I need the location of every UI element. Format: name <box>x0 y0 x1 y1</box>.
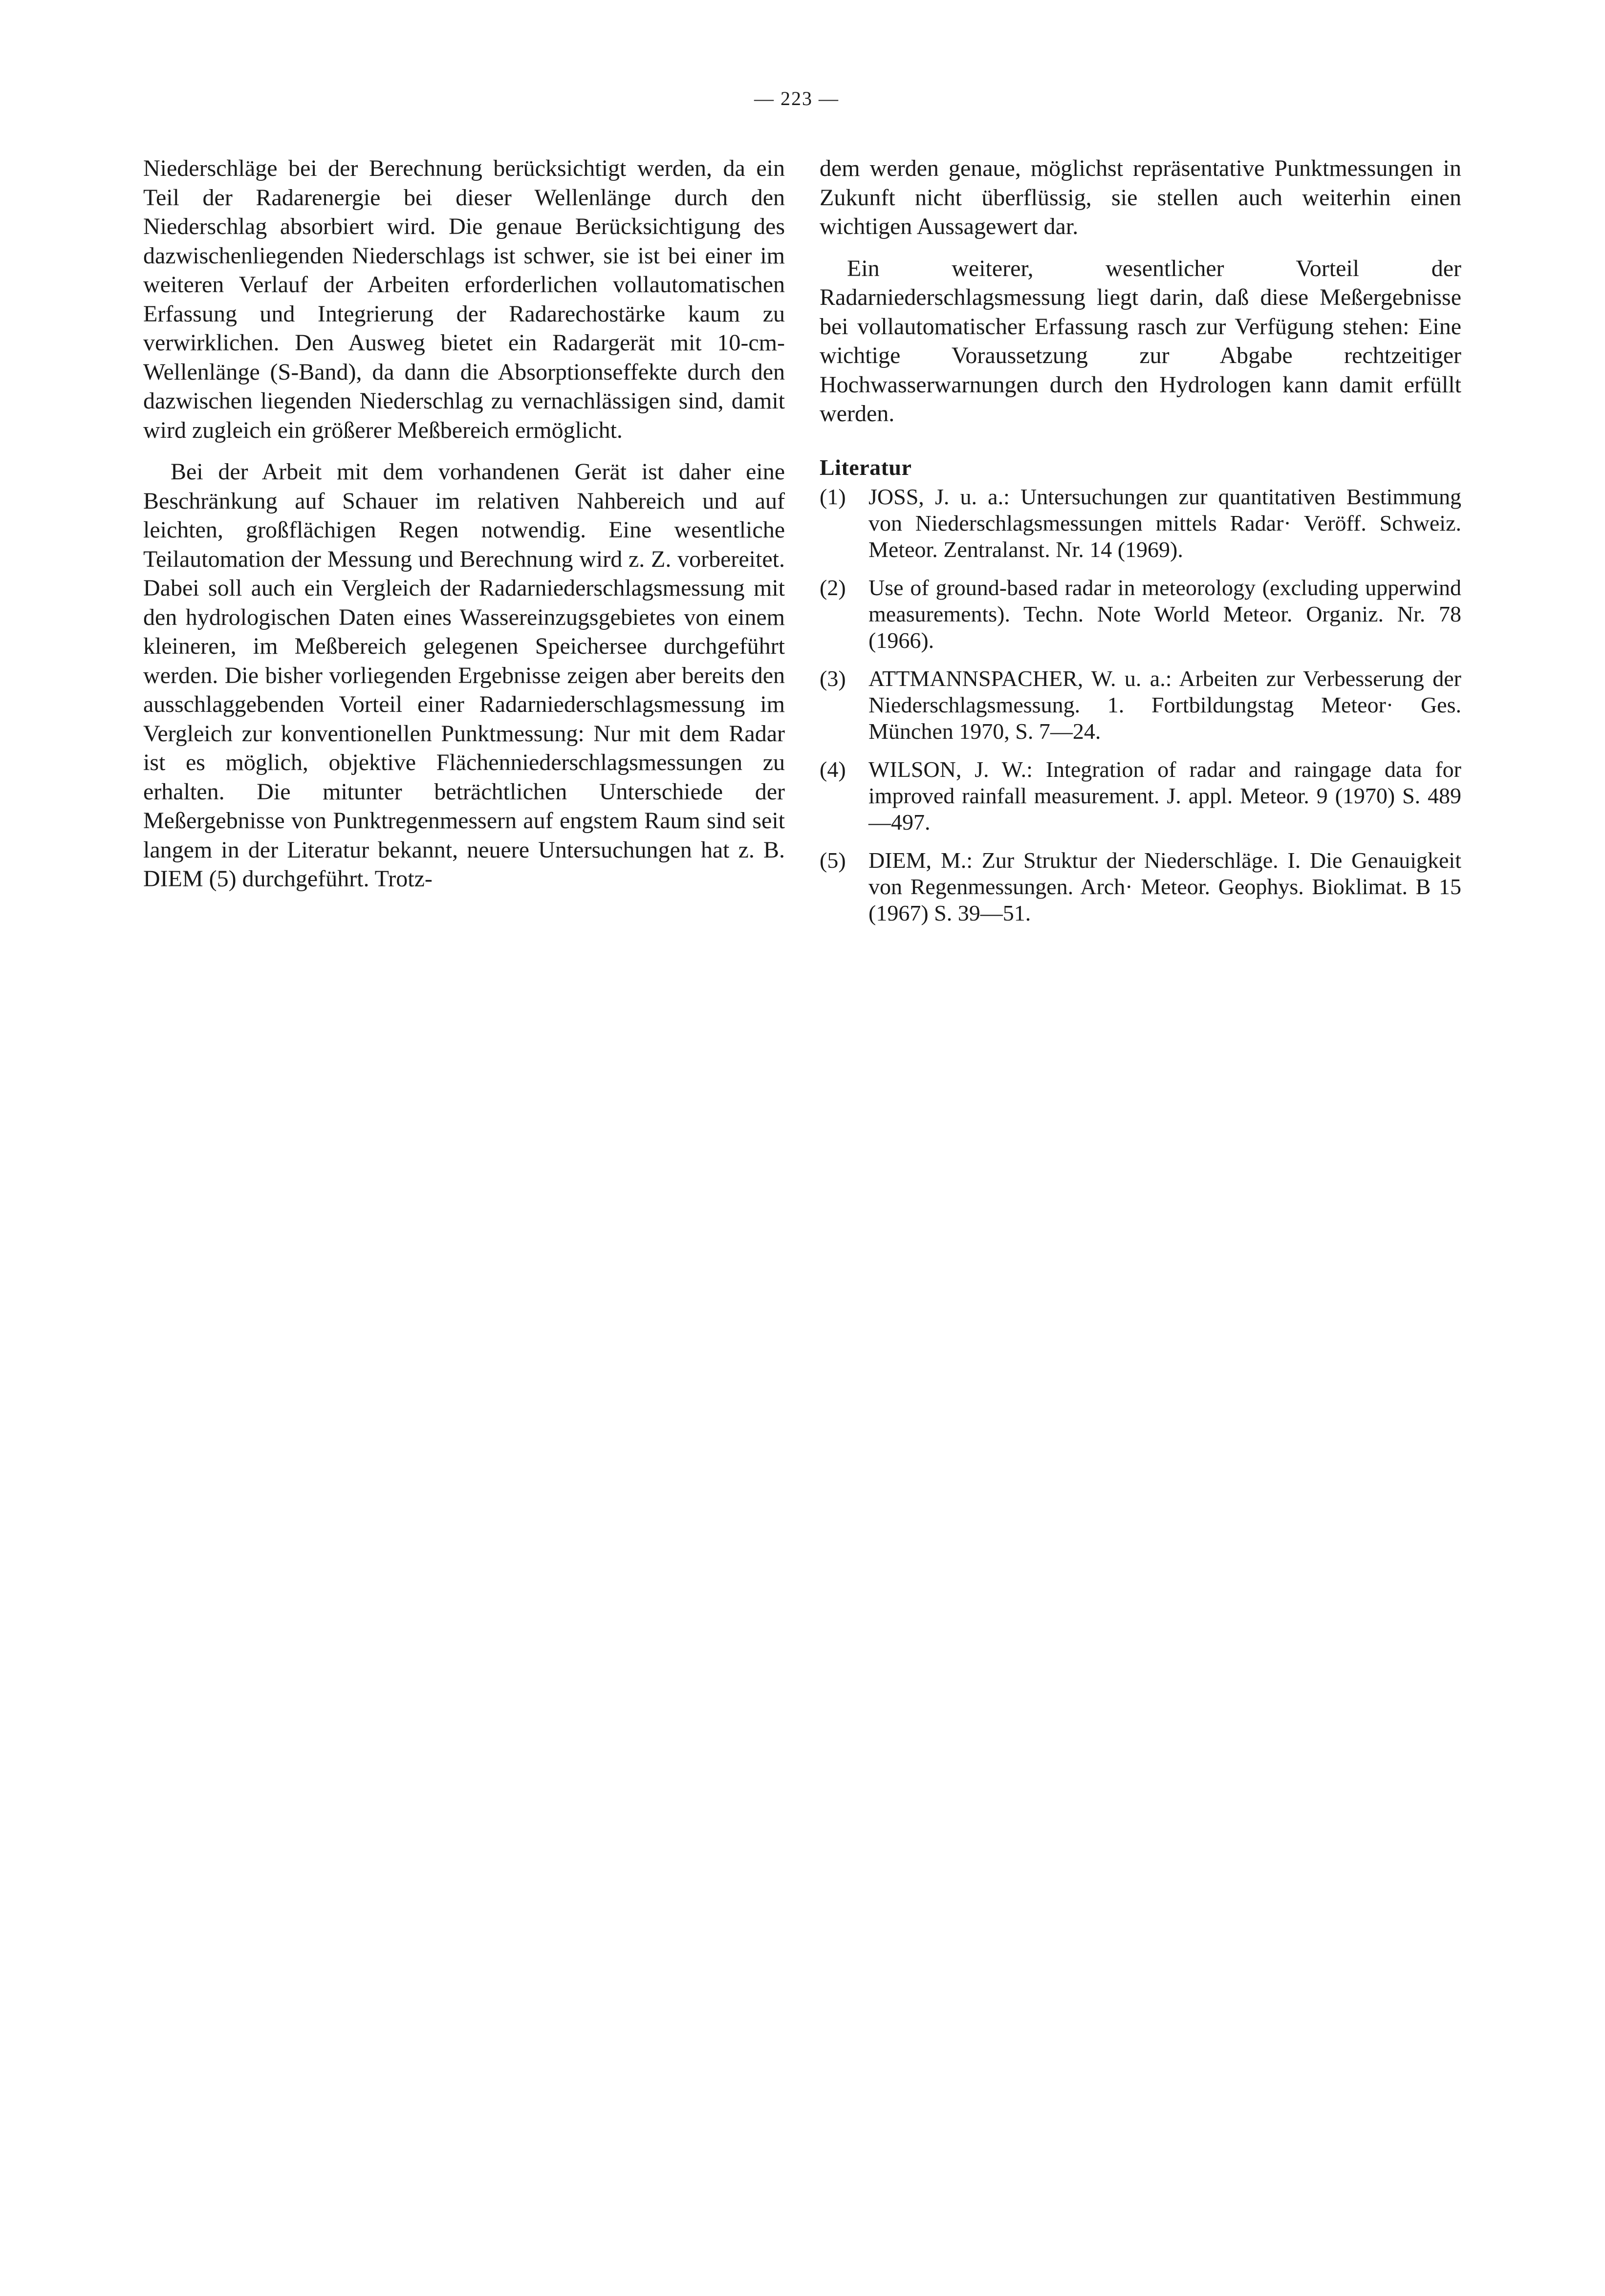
reference-number: (3) <box>820 666 846 691</box>
reference-text: WILSON, J. W.: Integration of radar and raingage data for improved rainfall measurement. J. appl. Meteor. 9 (1970) S. 489—497. <box>868 757 1461 835</box>
reference-number: (4) <box>820 757 846 782</box>
reference-number: (2) <box>820 575 846 600</box>
reference-text: Use of ground-based radar in meteorology (excluding upperwind measurements). Techn. Note World Meteor. Organiz. Nr. 78 (1966). <box>868 575 1461 653</box>
reference-text: ATTMANNSPACHER, W. u. a.: Arbeiten zur Verbesserung der Niederschlagsmessung. 1. Fortbildungstag Meteor· Ges. München 1970, S. 7—24. <box>868 666 1461 744</box>
right-column <box>820 154 1461 938</box>
body-paragraph: Ein weiterer, wesentlicher Vorteil der Radarniederschlagsmessung liegt darin, daß diese Meßergebnisse bei vollautomatischer Erfassung rasch zur Verfügung stehen: Eine wichtige Voraussetzung zur Abgabe rechtzeitiger Hochwasserwarnungen durch den Hydrologen kann damit erfüllt werden. <box>820 255 1461 427</box>
page-number: — 223 — <box>754 87 839 109</box>
reference-item <box>820 756 1461 836</box>
body-paragraph: Niederschläge bei der Berechnung berücksichtigt werden, da ein Teil der Radarenergie bei dieser Wellenlänge durch den Niederschlag absorbiert wird. Die genaue Berücksichtigung des dazwischenliegenden Niederschlags ist schwer, sie ist bei einer im weiteren Verlauf der Arbeiten erforderlichen vollautomatischen Erfassung und Integrierung der Radarechostärke kaum zu verwirklichen. Den Ausweg bietet ein Radargerät mit 10-cm-Wellenlänge (S-Band), da dann die Absorptionseffekte durch den dazwischen liegenden Niederschlag zu vernachlässigen sind, damit wird zugleich ein größerer Meßbereich ermöglicht. <box>143 155 785 443</box>
reference-item <box>820 484 1461 563</box>
reference-text: DIEM, M.: Zur Struktur der Niederschläge. I. Die Genauigkeit von Regenmessungen. Arch· Meteor. Geophys. Bioklimat. B 15 (1967) S. 39—51. <box>868 848 1461 925</box>
reference-item <box>820 665 1461 745</box>
reference-list <box>820 484 1461 926</box>
reference-item <box>820 575 1461 654</box>
body-paragraph: Bei der Arbeit mit dem vorhandenen Gerät ist daher eine Beschränkung auf Schauer im relativen Nahbereich und auf leichten, großflächigen Regen notwendig. Eine wesentliche Teilautomation der Messung und Berechnung wird z. Z. vorbereitet. Dabei soll auch ein Vergleich der Radarniederschlagsmessung mit den hydrologischen Daten eines Wassereinzugsgebietes von einem kleineren, im Meßbereich gelegenen Speichersee durchgeführt werden. Die bisher vorliegenden Ergebnisse zeigen aber bereits den ausschlaggebenden Vorteil einer Radarniederschlagsmessung im Vergleich zur konventionellen Punktmessung: Nur mit dem Radar ist es möglich, objektive Flächenniederschlagsmessungen zu erhalten. Die mitunter beträchtlichen Unterschiede der Meßergebnisse von Punktregenmessern auf engstem Raum sind seit langem in der Literatur bekannt, neuere Untersuchungen hat z. B. DIEM (5) durchgeführt. Trotz- <box>143 459 785 892</box>
left-column <box>143 154 785 894</box>
reference-item <box>820 847 1461 926</box>
reference-number: (5) <box>820 848 846 873</box>
reference-text: JOSS, J. u. a.: Untersuchungen zur quantitativen Bestimmung von Niederschlagsmessungen mittels Radar· Veröff. Schweiz. Meteor. Zentralanst. Nr. 14 (1969). <box>868 484 1461 562</box>
body-paragraph: dem werden genaue, möglichst repräsentative Punktmessungen in Zukunft nicht überflüssig, sie stellen auch weiterhin einen wichtigen Aussagewert dar. <box>820 155 1461 239</box>
reference-number: (1) <box>820 484 846 509</box>
literature-heading: Literatur <box>820 454 912 480</box>
